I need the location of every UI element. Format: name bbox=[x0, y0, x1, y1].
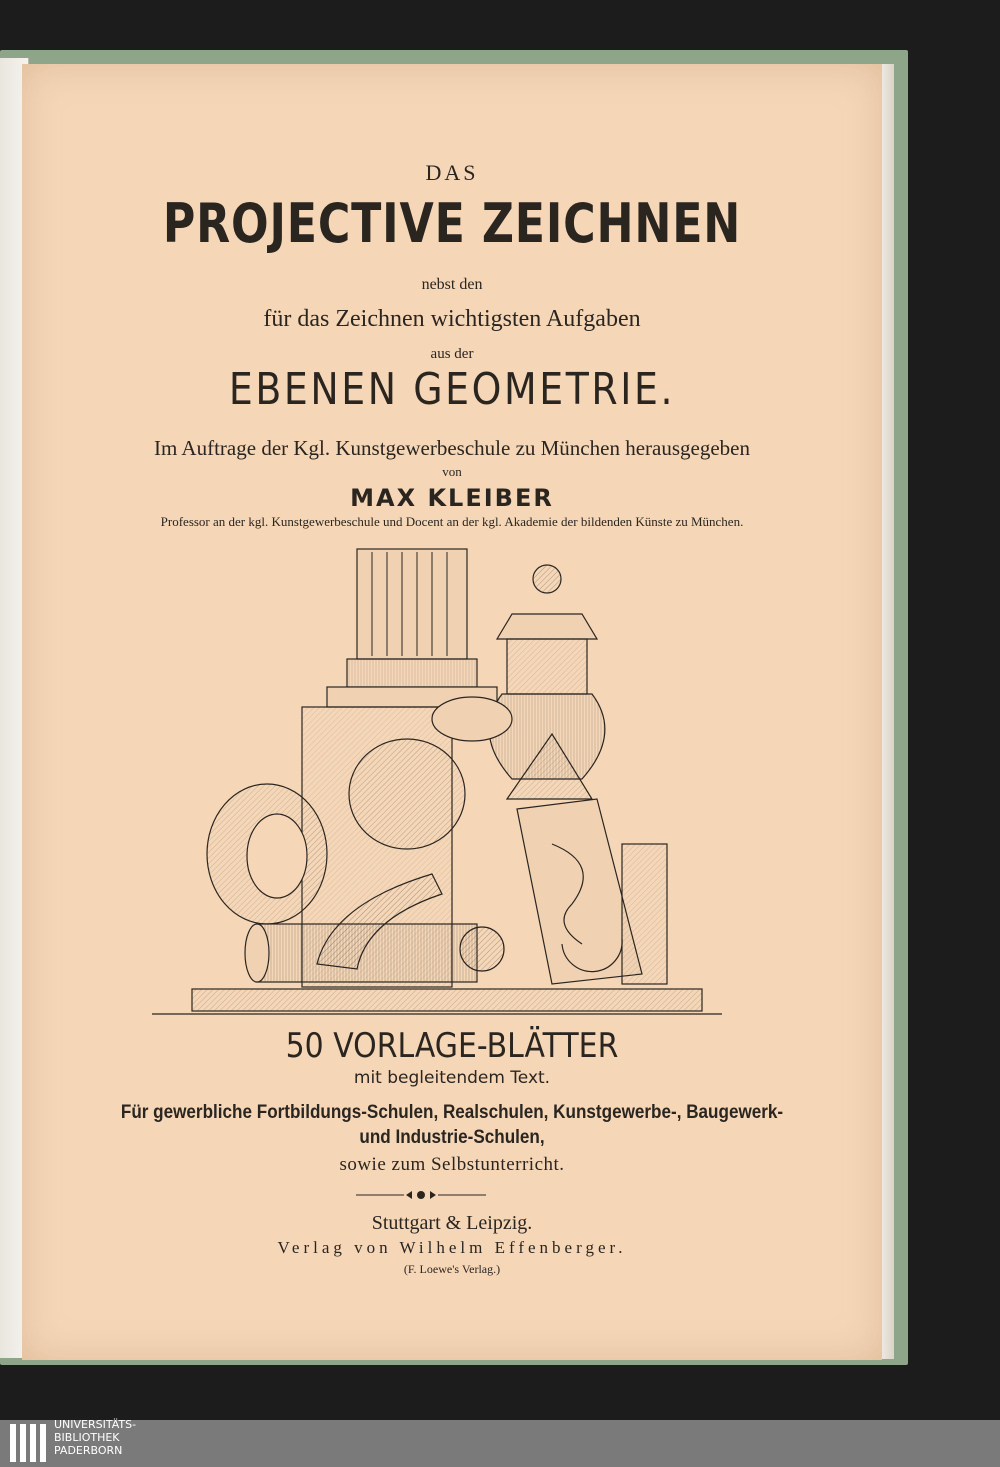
commission-line: Im Auftrage der Kgl. Kunstgewerbeschule zu München herausgegeben bbox=[154, 436, 750, 460]
publisher: Verlag von Wilhelm Effenberger. bbox=[277, 1238, 627, 1257]
urn-lid bbox=[497, 614, 597, 639]
vase-body bbox=[349, 739, 465, 849]
engraving-illustration bbox=[132, 544, 732, 1019]
author-title: Professor an der kgl. Kunstgewerbeschule und Docent an der kgl. Akademie der bildenden Künste zu München. bbox=[160, 514, 744, 529]
publisher-note: (F. Loewe's Verlag.) bbox=[403, 1262, 501, 1276]
urn-finial bbox=[533, 565, 561, 593]
library-name bbox=[54, 1418, 136, 1457]
gear bbox=[460, 927, 504, 971]
fluted-column bbox=[357, 549, 467, 659]
with-text-line: mit begleitendem Text. bbox=[353, 1068, 551, 1088]
subtitle: für das Zeichnen wichtigsten Aufgaben bbox=[263, 306, 641, 332]
column-base bbox=[347, 659, 477, 687]
plates-count: 50 VORLAGE-BLÄTTER bbox=[285, 1026, 619, 1066]
library-name-line-2: BIBLIOTHEK bbox=[54, 1431, 120, 1444]
connector-nebst: nebst den bbox=[421, 276, 483, 293]
base-slab bbox=[192, 989, 702, 1011]
title-article: DAS bbox=[425, 160, 479, 185]
library-footer-bar bbox=[0, 1420, 1000, 1467]
title-page bbox=[22, 64, 882, 1360]
page-block-edge bbox=[880, 64, 894, 1359]
connector-von: von bbox=[442, 464, 462, 479]
main-title: PROJECTIVE ZEICHNEN bbox=[162, 192, 742, 255]
library-name-line-3: PADERBORN bbox=[54, 1444, 123, 1457]
side-pedestal bbox=[622, 844, 667, 984]
second-title: EBENEN GEOMETRIE. bbox=[228, 364, 676, 415]
library-name-line-1: UNIVERSITÄTS- bbox=[54, 1418, 137, 1431]
publication-place: Stuttgart & Leipzig. bbox=[371, 1212, 533, 1234]
author-name: MAX KLEIBER bbox=[350, 484, 554, 512]
audience-line-1: Für gewerbliche Fortbildungs-Schulen, Realschulen, Kunstgewerbe-, Baugewerk- bbox=[120, 1102, 784, 1123]
ornament-divider bbox=[356, 1188, 486, 1202]
connector-aus-der: aus der bbox=[430, 346, 474, 362]
self-study-line: sowie zum Selbstunterricht. bbox=[339, 1154, 565, 1175]
audience-line-2: und Industrie-Schulen, bbox=[359, 1127, 545, 1148]
library-logo-icon bbox=[8, 1422, 52, 1464]
